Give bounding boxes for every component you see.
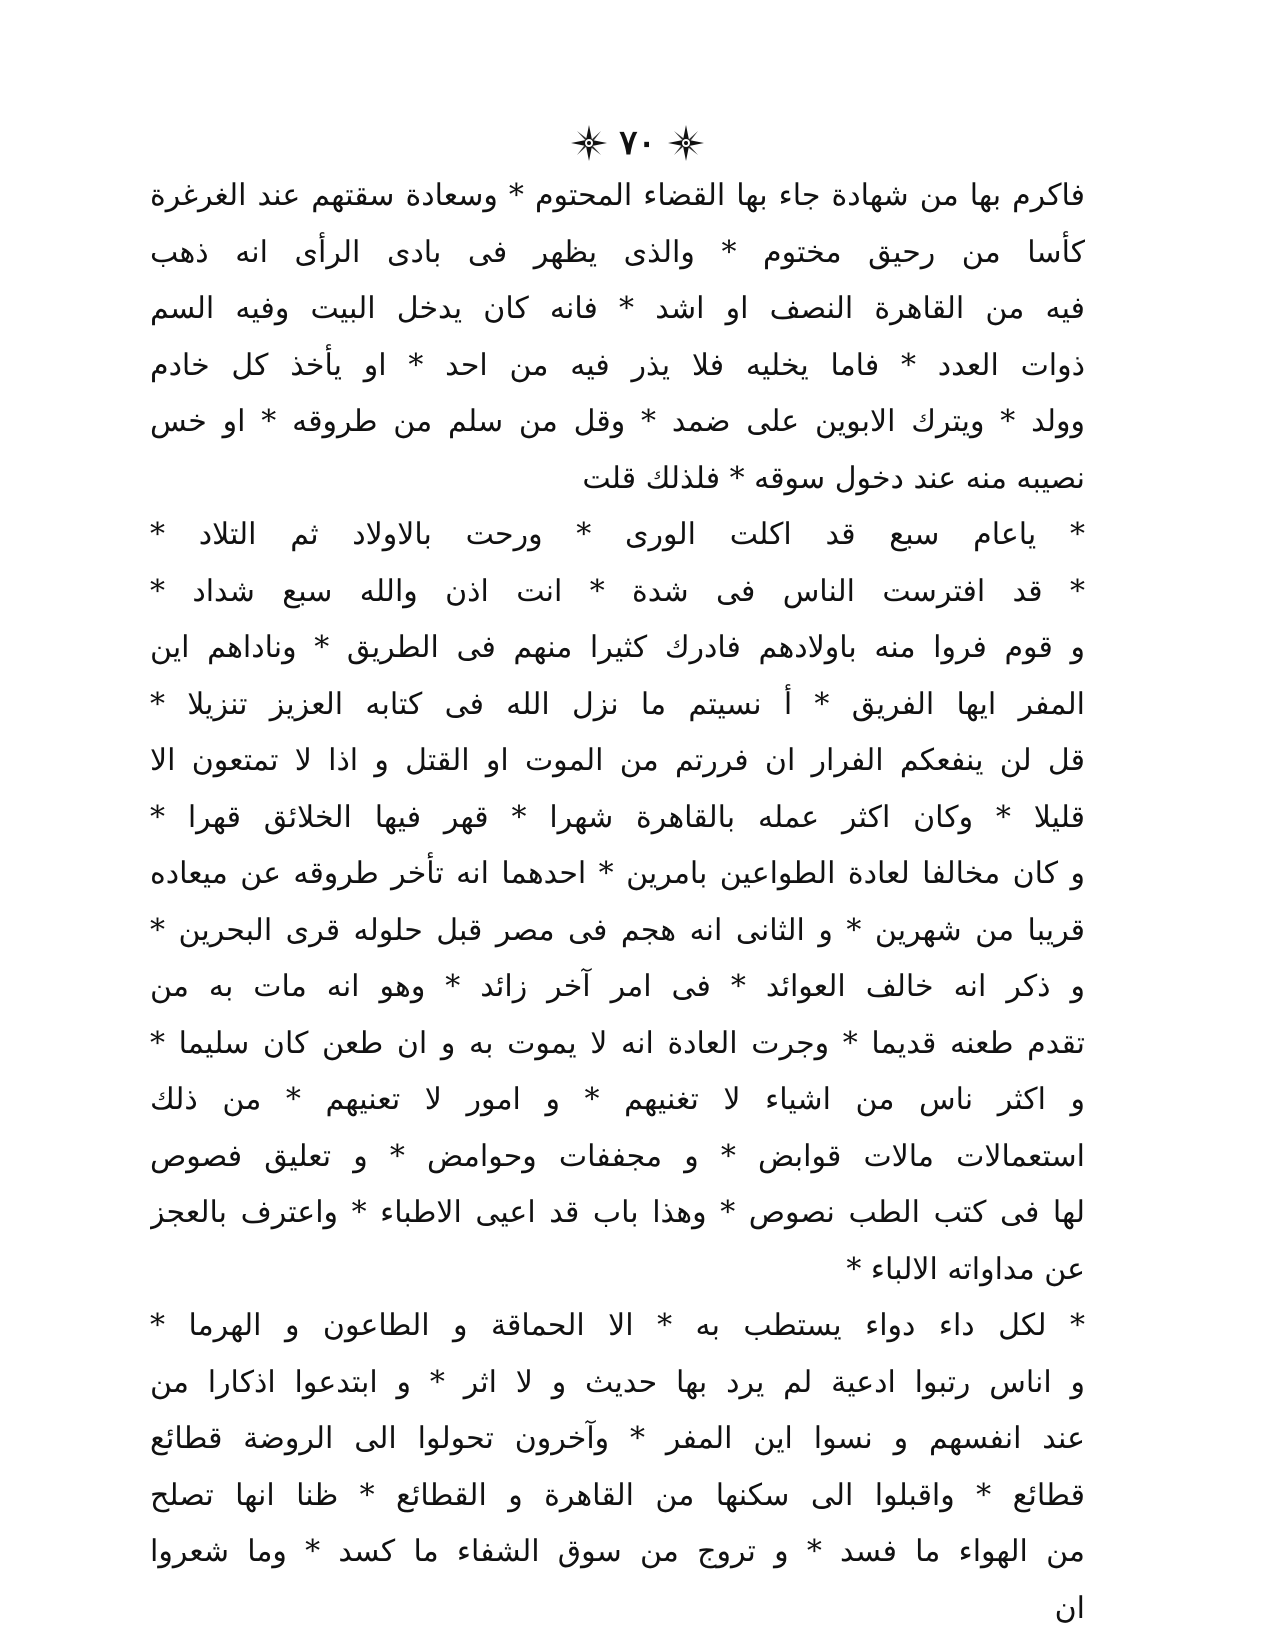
text-line: قريبا من شهرين * و الثانى انه هجم فى مصر قبل حلوله قرى البحرين *	[150, 912, 1085, 948]
verse-line: * قد افترست الناس فى شدة * انت اذن والله سبع شداد *	[150, 573, 1085, 609]
text-line: عن مداواته الالباء *	[846, 1251, 1085, 1287]
text-line: نصيبه منه عند دخول سوقه * فلذلك قلت	[582, 460, 1085, 496]
text-line: ان	[1054, 1590, 1085, 1626]
text-line: قل لن ينفعكم الفرار ان فررتم من الموت او القتل و اذا لا تمتعون الا	[150, 743, 1085, 778]
verse-line: * لكل داء دواء يستطب به * الا الحماقة و الطاعون و الهرما *	[150, 1308, 1085, 1343]
floral-asterisk-icon	[666, 123, 706, 163]
text-line: و اناس رتبوا ادعية لم يرد بها حديث و لا اثر * و ابتدعوا اذكارا من	[150, 1364, 1085, 1400]
poem-verses	[150, 507, 1085, 620]
paragraph	[150, 168, 1085, 507]
text-line: وولد * ويترك الابوين على ضمد * وقل من سلم من طروقه * او خس	[150, 404, 1085, 439]
floral-asterisk-icon	[569, 123, 609, 163]
page-body	[150, 168, 1085, 1637]
text-line: عند انفسهم و نسوا اين المفر * وآخرون تحولوا الى الروضة قطائع	[150, 1421, 1085, 1456]
text-line: من الهواء ما فسد * و تروج من سوق الشفاء ما كسد * وما شعروا	[150, 1534, 1085, 1569]
text-line: فاكرم بها من شهادة جاء بها القضاء المحتوم * وسعادة سقتهم عند الغرغرة	[150, 178, 1085, 213]
text-line: و ذكر انه خالف العوائد * فى امر آخر زائد * وهو انه مات به من	[150, 969, 1085, 1004]
paragraph	[150, 620, 1085, 1298]
text-line: تقدم طعنه قديما * وجرت العادة انه لا يموت به و ان طعن كان سليما *	[150, 1025, 1085, 1061]
text-line: و قوم فروا منه باولادهم فادرك كثيرا منهم فى الطريق * وناداهم اين	[150, 630, 1085, 665]
text-line: و كان مخالفا لعادة الطواعين بامرين * احدهما انه تأخر طروقه عن ميعاده	[150, 856, 1085, 891]
text-line: قليلا * وكان اكثر عمله بالقاهرة شهرا * قهر فيها الخلائق قهرا *	[150, 799, 1085, 835]
paragraph	[150, 1355, 1085, 1638]
page-number: ٧٠	[619, 123, 656, 163]
text-line: لها فى كتب الطب نصوص * وهذا باب قد اعيى الاطباء * واعترف بالعجز	[150, 1195, 1085, 1230]
text-line: فيه من القاهرة النصف او اشد * فانه كان يدخل البيت وفيه السم	[150, 291, 1085, 326]
verse-line: * ياعام سبع قد اكلت الورى * ورحت بالاولاد ثم التلاد *	[150, 517, 1085, 552]
text-line: كأسا من رحيق مختوم * والذى يظهر فى بادى الرأى انه ذهب	[150, 234, 1085, 270]
text-line: قطائع * واقبلوا الى سكنها من القاهرة و القطائع * ظنا انها تصلح	[150, 1477, 1085, 1513]
text-line: استعمالات مالات قوابض * و مجففات وحوامض * و تعليق فصوص	[150, 1138, 1085, 1174]
text-line: و اكثر ناس من اشياء لا تغنيهم * و امور لا تعنيهم * من ذلك	[150, 1082, 1085, 1117]
poem-verses	[150, 1298, 1085, 1355]
text-line: المفر ايها الفريق * أ نسيتم ما نزل الله فى كتابه العزيز تنزيلا *	[150, 686, 1085, 722]
text-line: ذوات العدد * فاما يخليه فلا يذر فيه من احد * او يأخذ كل خادم	[150, 347, 1085, 383]
page-header	[0, 118, 1275, 168]
